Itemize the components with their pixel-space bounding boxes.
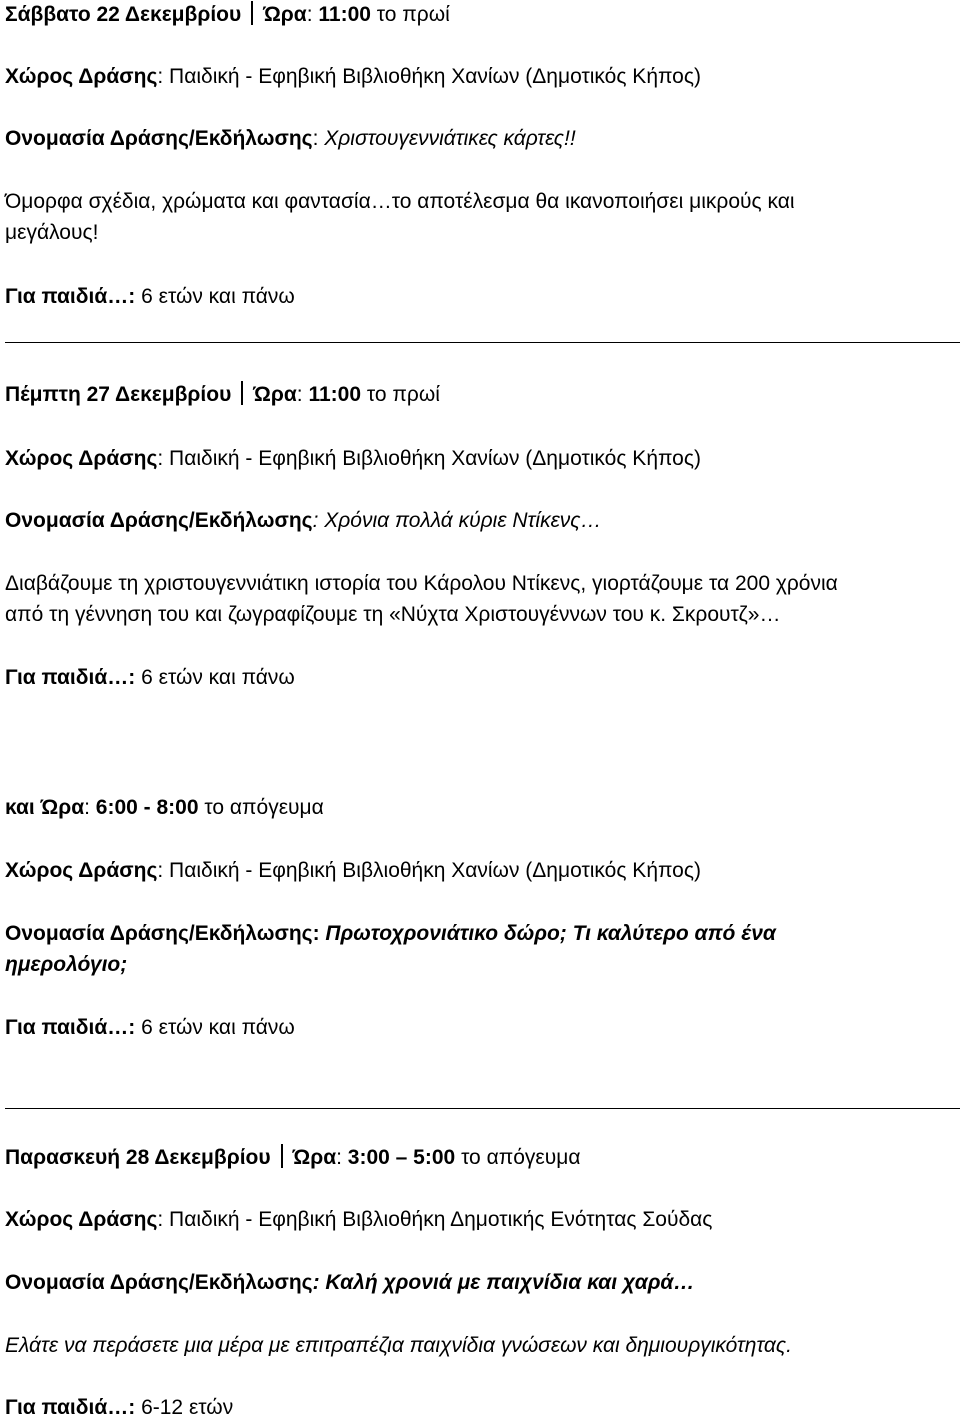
name-value: Καλή χρονιά με παιχνίδια και χαρά… bbox=[325, 1271, 695, 1294]
time-label: Ώρα bbox=[292, 1146, 337, 1169]
venue-value: Παιδική - Εφηβική Βιβλιοθήκη Χανίων (Δημοτικός Κήπος) bbox=[169, 447, 701, 470]
event-1-description-1: Όμορφα σχέδια, χρώματα και φαντασία…το αποτέλεσμα θα ικανοποιήσει μικρούς και bbox=[5, 190, 795, 213]
colon: : bbox=[157, 859, 170, 882]
age-value: 6-12 ετών bbox=[141, 1396, 234, 1419]
colon: : bbox=[336, 1146, 342, 1169]
colon: : bbox=[312, 922, 326, 945]
event-1-age bbox=[5, 282, 295, 312]
event-1-description-2: μεγάλους! bbox=[5, 221, 99, 244]
event-3-time bbox=[5, 793, 324, 823]
event-3-age bbox=[5, 1013, 295, 1043]
colon: : bbox=[306, 3, 313, 26]
colon: : bbox=[84, 796, 90, 819]
event-date: Παρασκευή 28 Δεκεμβρίου bbox=[5, 1146, 271, 1169]
name-value: Πρωτοχρονιάτικο δώρο; Τι καλύτερο από ένα bbox=[325, 922, 776, 945]
name-value: Χριστουγεννιάτικες κάρτες!! bbox=[324, 127, 576, 150]
colon: : bbox=[157, 1208, 170, 1231]
venue-label: Χώρος Δράσης bbox=[5, 1208, 158, 1231]
event-4-description: Ελάτε να περάσετε μια μέρα με επιτραπέζια παιχνίδια γνώσεων και δημιουργικότητας. bbox=[5, 1334, 792, 1357]
colon: : bbox=[157, 447, 170, 470]
section-divider bbox=[5, 342, 960, 343]
name-value: Χρόνια πολλά κύριε Ντίκενς… bbox=[324, 509, 602, 532]
age-value: 6 ετών και πάνω bbox=[141, 1016, 295, 1039]
event-2-description-1: Διαβάζουμε τη χριστουγεννιάτικη ιστορία του Κάρολου Ντίκενς, γιορτάζουμε τα 200 χρόνια bbox=[5, 572, 838, 595]
age-label: Για παιδιά… bbox=[5, 666, 129, 689]
time-label: Ώρα bbox=[253, 383, 297, 406]
event-4-name bbox=[5, 1268, 694, 1298]
colon: : bbox=[128, 285, 142, 308]
section-divider bbox=[5, 1108, 960, 1109]
colon: : bbox=[128, 1396, 142, 1419]
separator-bar bbox=[251, 1, 253, 25]
event-3-name-continued: ημερολόγιο; bbox=[5, 953, 128, 976]
event-1-venue bbox=[5, 62, 701, 92]
event-1-date-time bbox=[5, 0, 450, 30]
separator-bar bbox=[281, 1144, 283, 1168]
time-prefix: και bbox=[5, 796, 35, 819]
colon: : bbox=[312, 127, 325, 150]
name-label: Ονομασία Δράσης/Εκδήλωσης bbox=[5, 1271, 313, 1294]
age-value: 6 ετών και πάνω bbox=[141, 666, 295, 689]
event-4-venue bbox=[5, 1205, 712, 1235]
time-suffix: το απόγευμα bbox=[461, 1146, 581, 1169]
venue-value: Παιδική - Εφηβική Βιβλιοθήκη Δημοτικής Ενότητας Σούδας bbox=[169, 1208, 713, 1231]
event-2-description-2: από τη γέννηση του και ζωγραφίζουμε τη «Νύχτα Χριστουγέννων του κ. Σκρουτζ»… bbox=[5, 603, 781, 626]
name-label: Ονομασία Δράσης/Εκδήλωσης bbox=[5, 509, 313, 532]
venue-value: Παιδική - Εφηβική Βιβλιοθήκη Χανίων (Δημοτικός Κήπος) bbox=[169, 65, 701, 88]
time-value: 3:00 – 5:00 bbox=[347, 1146, 456, 1169]
event-3-name bbox=[5, 919, 776, 949]
event-2-date-time bbox=[5, 380, 440, 410]
event-4-date-time bbox=[5, 1143, 580, 1173]
colon: : bbox=[296, 383, 303, 406]
colon: : bbox=[128, 666, 142, 689]
time-suffix: το πρωί bbox=[366, 383, 440, 406]
venue-label: Χώρος Δράσης bbox=[5, 859, 158, 882]
time-value: 6:00 - 8:00 bbox=[95, 796, 199, 819]
event-4-age bbox=[5, 1393, 233, 1423]
venue-label: Χώρος Δράσης bbox=[5, 65, 158, 88]
event-1-name bbox=[5, 124, 576, 154]
time-label: Ώρα bbox=[263, 3, 307, 26]
time-value: 11:00 bbox=[308, 383, 362, 406]
age-label: Για παιδιά… bbox=[5, 1396, 129, 1419]
event-date: Σάββατο 22 Δεκεμβρίου bbox=[5, 3, 242, 26]
event-3-venue bbox=[5, 856, 701, 886]
colon: : bbox=[312, 1271, 326, 1294]
event-2-name bbox=[5, 506, 602, 536]
venue-value: Παιδική - Εφηβική Βιβλιοθήκη Χανίων (Δημοτικός Κήπος) bbox=[169, 859, 701, 882]
age-label: Για παιδιά… bbox=[5, 285, 129, 308]
time-value: 11:00 bbox=[318, 3, 371, 26]
age-label: Για παιδιά… bbox=[5, 1016, 129, 1039]
colon: : bbox=[128, 1016, 142, 1039]
colon: : bbox=[312, 509, 325, 532]
name-label: Ονομασία Δράσης/Εκδήλωσης bbox=[5, 127, 313, 150]
venue-label: Χώρος Δράσης bbox=[5, 447, 158, 470]
event-date: Πέμπτη 27 Δεκεμβρίου bbox=[5, 383, 232, 406]
separator-bar bbox=[241, 381, 243, 405]
time-suffix: το πρωί bbox=[376, 3, 450, 26]
event-2-venue bbox=[5, 444, 701, 474]
event-2-age bbox=[5, 663, 295, 693]
age-value: 6 ετών και πάνω bbox=[141, 285, 295, 308]
time-suffix: το απόγευμα bbox=[204, 796, 324, 819]
name-label: Ονομασία Δράσης/Εκδήλωσης bbox=[5, 922, 313, 945]
time-label: Ώρα bbox=[40, 796, 85, 819]
colon: : bbox=[157, 65, 170, 88]
